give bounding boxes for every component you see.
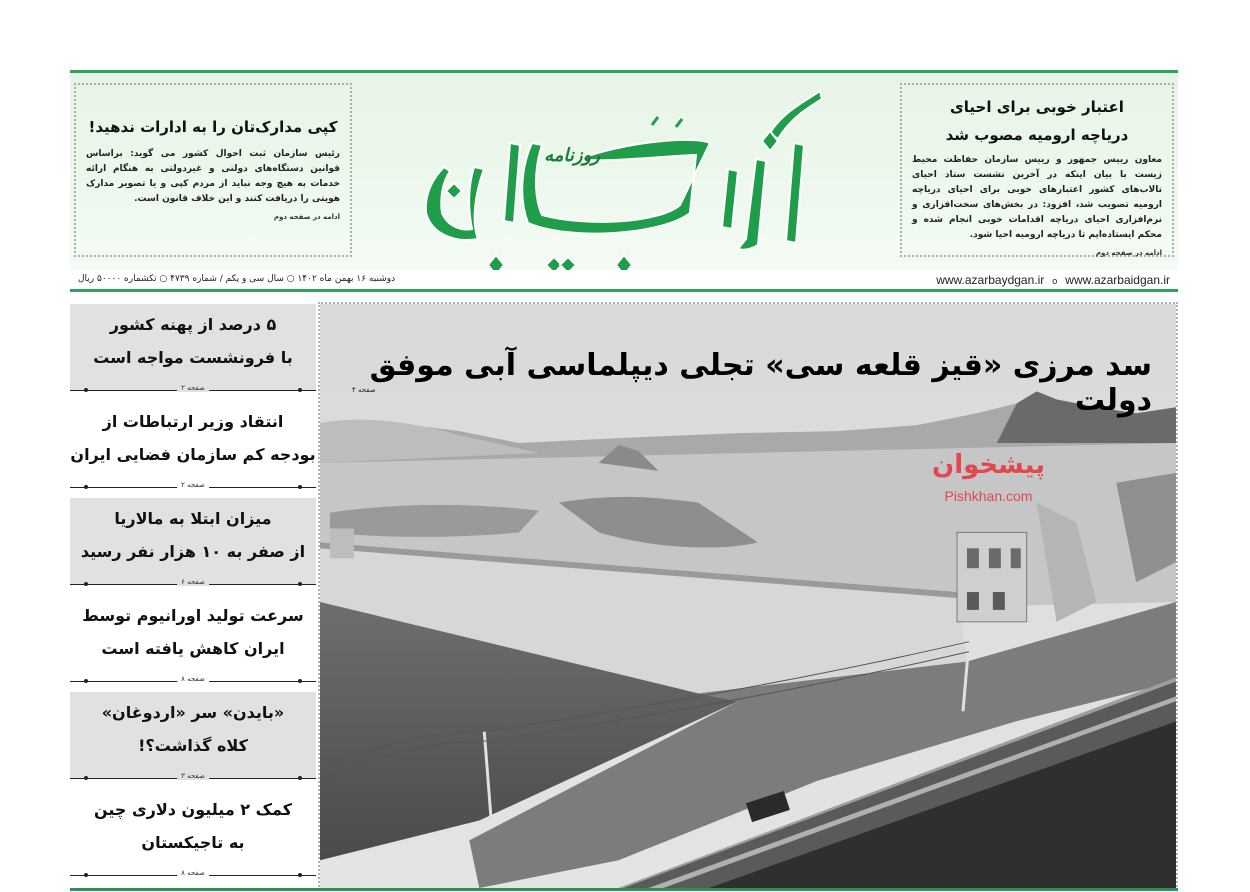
feature-page-reference: صفحه ۴ bbox=[352, 386, 376, 394]
bottom-divider bbox=[70, 888, 1178, 891]
headline-line2: کلاه گذاشت؟! bbox=[138, 736, 248, 755]
headline-line1: «بایدن» سر «اردوغان» bbox=[101, 703, 285, 722]
feature-story[interactable] bbox=[318, 302, 1178, 890]
pishkhan-watermark bbox=[932, 450, 1045, 504]
headline-item[interactable] bbox=[70, 692, 316, 789]
newspaper-front-page bbox=[70, 70, 1178, 892]
page-reference: صفحه ۸ bbox=[177, 675, 209, 683]
headline-line1: ۵ درصد از پهنه کشور bbox=[109, 315, 277, 334]
box-title-line1: اعتبار خوبی برای احیای bbox=[950, 98, 1124, 116]
headline-item[interactable] bbox=[70, 498, 316, 595]
page-reference: صفحه ۲ bbox=[177, 481, 209, 489]
divider-ornament bbox=[70, 482, 316, 492]
page-reference: صفحه ۲ bbox=[177, 384, 209, 392]
masthead-news-box-right bbox=[900, 83, 1174, 257]
masthead-news-box-left bbox=[74, 83, 352, 257]
divider-ornament bbox=[70, 870, 316, 880]
website-url-2[interactable]: www.azarbaidgan.ir bbox=[1065, 273, 1170, 287]
headline-item[interactable] bbox=[70, 304, 316, 401]
headline-line1: میزان ابتلا به مالاریا bbox=[114, 509, 272, 528]
logo-subtext: روزنامه bbox=[544, 145, 600, 166]
dateline-bar bbox=[70, 270, 1178, 292]
feature-headline[interactable]: سد مرزی «قیز قلعه سی» تجلی دیپلماسی آبی موفق دولت bbox=[369, 348, 1152, 418]
separator-icon: o bbox=[1052, 276, 1058, 286]
page-reference: صفحه ۶ bbox=[177, 578, 209, 586]
watermark-english: Pishkhan.com bbox=[944, 488, 1033, 504]
headline-line2: با فرونشست مواجه است bbox=[93, 348, 293, 367]
page-reference: صفحه ۸ bbox=[177, 869, 209, 877]
watermark-persian: پیشخوان bbox=[932, 450, 1045, 480]
divider-ornament bbox=[70, 579, 316, 589]
headline-item[interactable] bbox=[70, 401, 316, 498]
headline-line2: بودجه کم سازمان فضایی ایران bbox=[70, 445, 316, 464]
headline-line1: کمک ۲ میلیون دلاری چین bbox=[93, 800, 293, 819]
headline-line2: از صفر به ۱۰ هزار نفر رسید bbox=[80, 542, 306, 561]
box-body: معاون رییس جمهور و رییس سازمان حفاظت محیط زیست با بیان اینکه در آخرین نشست ستاد احیای تالاب‌های کشور اعتبارهای خوبی برای احیای دریاچه ارومیه تصویب شد، افزود: در بخش‌های سخت‌افزاری و نرم‌افزاری احیای دریاچه اقدامات خوبی انجام شده و محکم ایستاده‌ایم تا دریاچه ارومیه احیا شود. bbox=[912, 155, 1162, 240]
headline-sidebar bbox=[70, 304, 316, 886]
divider-ornament bbox=[70, 676, 316, 686]
box-title-line2: دریاچه ارومیه مصوب شد bbox=[945, 126, 1129, 144]
divider-ornament bbox=[70, 385, 316, 395]
masthead bbox=[70, 70, 1178, 270]
issue-date: دوشنبه ۱۶ بهمن ماه ۱۴۰۲ ○ سال سی و یکم / شماره ۴۷۳۹ ○ تکشماره ۵۰۰۰۰ ریال bbox=[78, 274, 396, 284]
box-title: کپی مدارک‌تان را به ادارات ندهید! bbox=[88, 118, 338, 136]
box-body: رئیس سازمان ثبت احوال کشور می گوید: براساس قوانین دستگاه‌های دولتی و غیردولتی به هنگام ارائه خدمات به هیچ وجه نباید از مردم کپی و یا تصویر مدارک هویتی را دریافت کنند و این خلاف قانون است. bbox=[86, 149, 340, 204]
website-urls bbox=[936, 273, 1170, 287]
headline-line2: به تاجیکستان bbox=[141, 833, 245, 852]
headline-line2: ایران کاهش یافته است bbox=[101, 639, 285, 658]
headline-item[interactable] bbox=[70, 789, 316, 886]
headline-item[interactable] bbox=[70, 595, 316, 692]
continued-note: ادامه در صفحه دوم bbox=[1095, 249, 1162, 257]
website-url-1[interactable]: www.azarbaydgan.ir bbox=[936, 273, 1045, 287]
newspaper-logo bbox=[410, 73, 830, 287]
page-reference: صفحه ۳ bbox=[177, 772, 209, 780]
divider-ornament bbox=[70, 773, 316, 783]
continued-note: ادامه در صفحه دوم bbox=[273, 213, 340, 221]
headline-line1: انتقاد وزیر ارتباطات از bbox=[102, 412, 284, 431]
headline-line1: سرعت تولید اورانیوم توسط bbox=[82, 606, 304, 625]
